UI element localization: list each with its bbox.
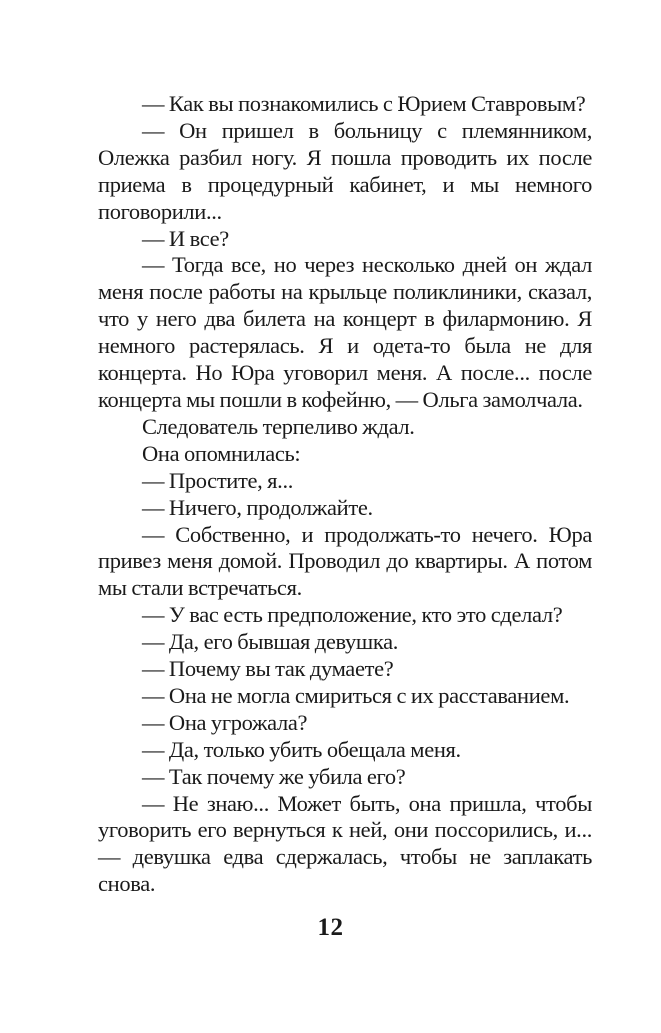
- paragraph-9: — Собственно, и продолжать-то нечего. Юра привез меня домой. Проводил до квартиры. А потом мы стали встречаться.: [98, 521, 592, 601]
- paragraph-17: — Не знаю... Может быть, она пришла, чтобы уговорить его вернуться к ней, они поссорились, и... — девушка едва сдержалась, чтобы не заплакать снова.: [98, 790, 592, 897]
- paragraph-11: — Да, его бывшая девушка.: [142, 629, 399, 655]
- paragraph-14: — Она угрожала?: [142, 709, 308, 735]
- paragraph-3: — И все?: [142, 225, 229, 251]
- paragraph-15: — Да, только убить обещала меня.: [142, 736, 461, 762]
- paragraph-2: — Он пришел в больницу с племянником, Олежка разбил ногу. Я пошла проводить их после приема в процедурный кабинет, и мы немного поговорили...: [98, 117, 592, 224]
- page-text: [98, 91, 592, 898]
- paragraph-8: — Ничего, продолжайте.: [142, 494, 373, 520]
- paragraph-1: — Как вы познакомились с Юрием Ставровым?: [142, 91, 586, 116]
- paragraph-7: — Простите, я...: [142, 467, 293, 493]
- page-number: 12: [317, 914, 344, 941]
- paragraph-12: — Почему вы так думаете?: [142, 656, 394, 682]
- paragraph-4: — Тогда все, но через несколько дней он ждал меня после работы на крыльце поликлиники, сказал, что у него два билета на концерт в филармонию. Я немного растерялась. Я и одета-то была не для концерта. Но Юра уговорил меня. А после... после концерта мы пошли в кофейню, — Ольга замолчала.: [98, 252, 592, 412]
- paragraph-10: — У вас есть предположение, кто это сделал?: [142, 602, 563, 628]
- paragraph-16: — Так почему же убила его?: [142, 763, 406, 789]
- paragraph-13: — Она не могла смириться с их расставанием.: [142, 682, 570, 708]
- paragraph-5: Следователь терпеливо ждал.: [142, 413, 415, 439]
- paragraph-6: Она опомнилась:: [142, 440, 301, 466]
